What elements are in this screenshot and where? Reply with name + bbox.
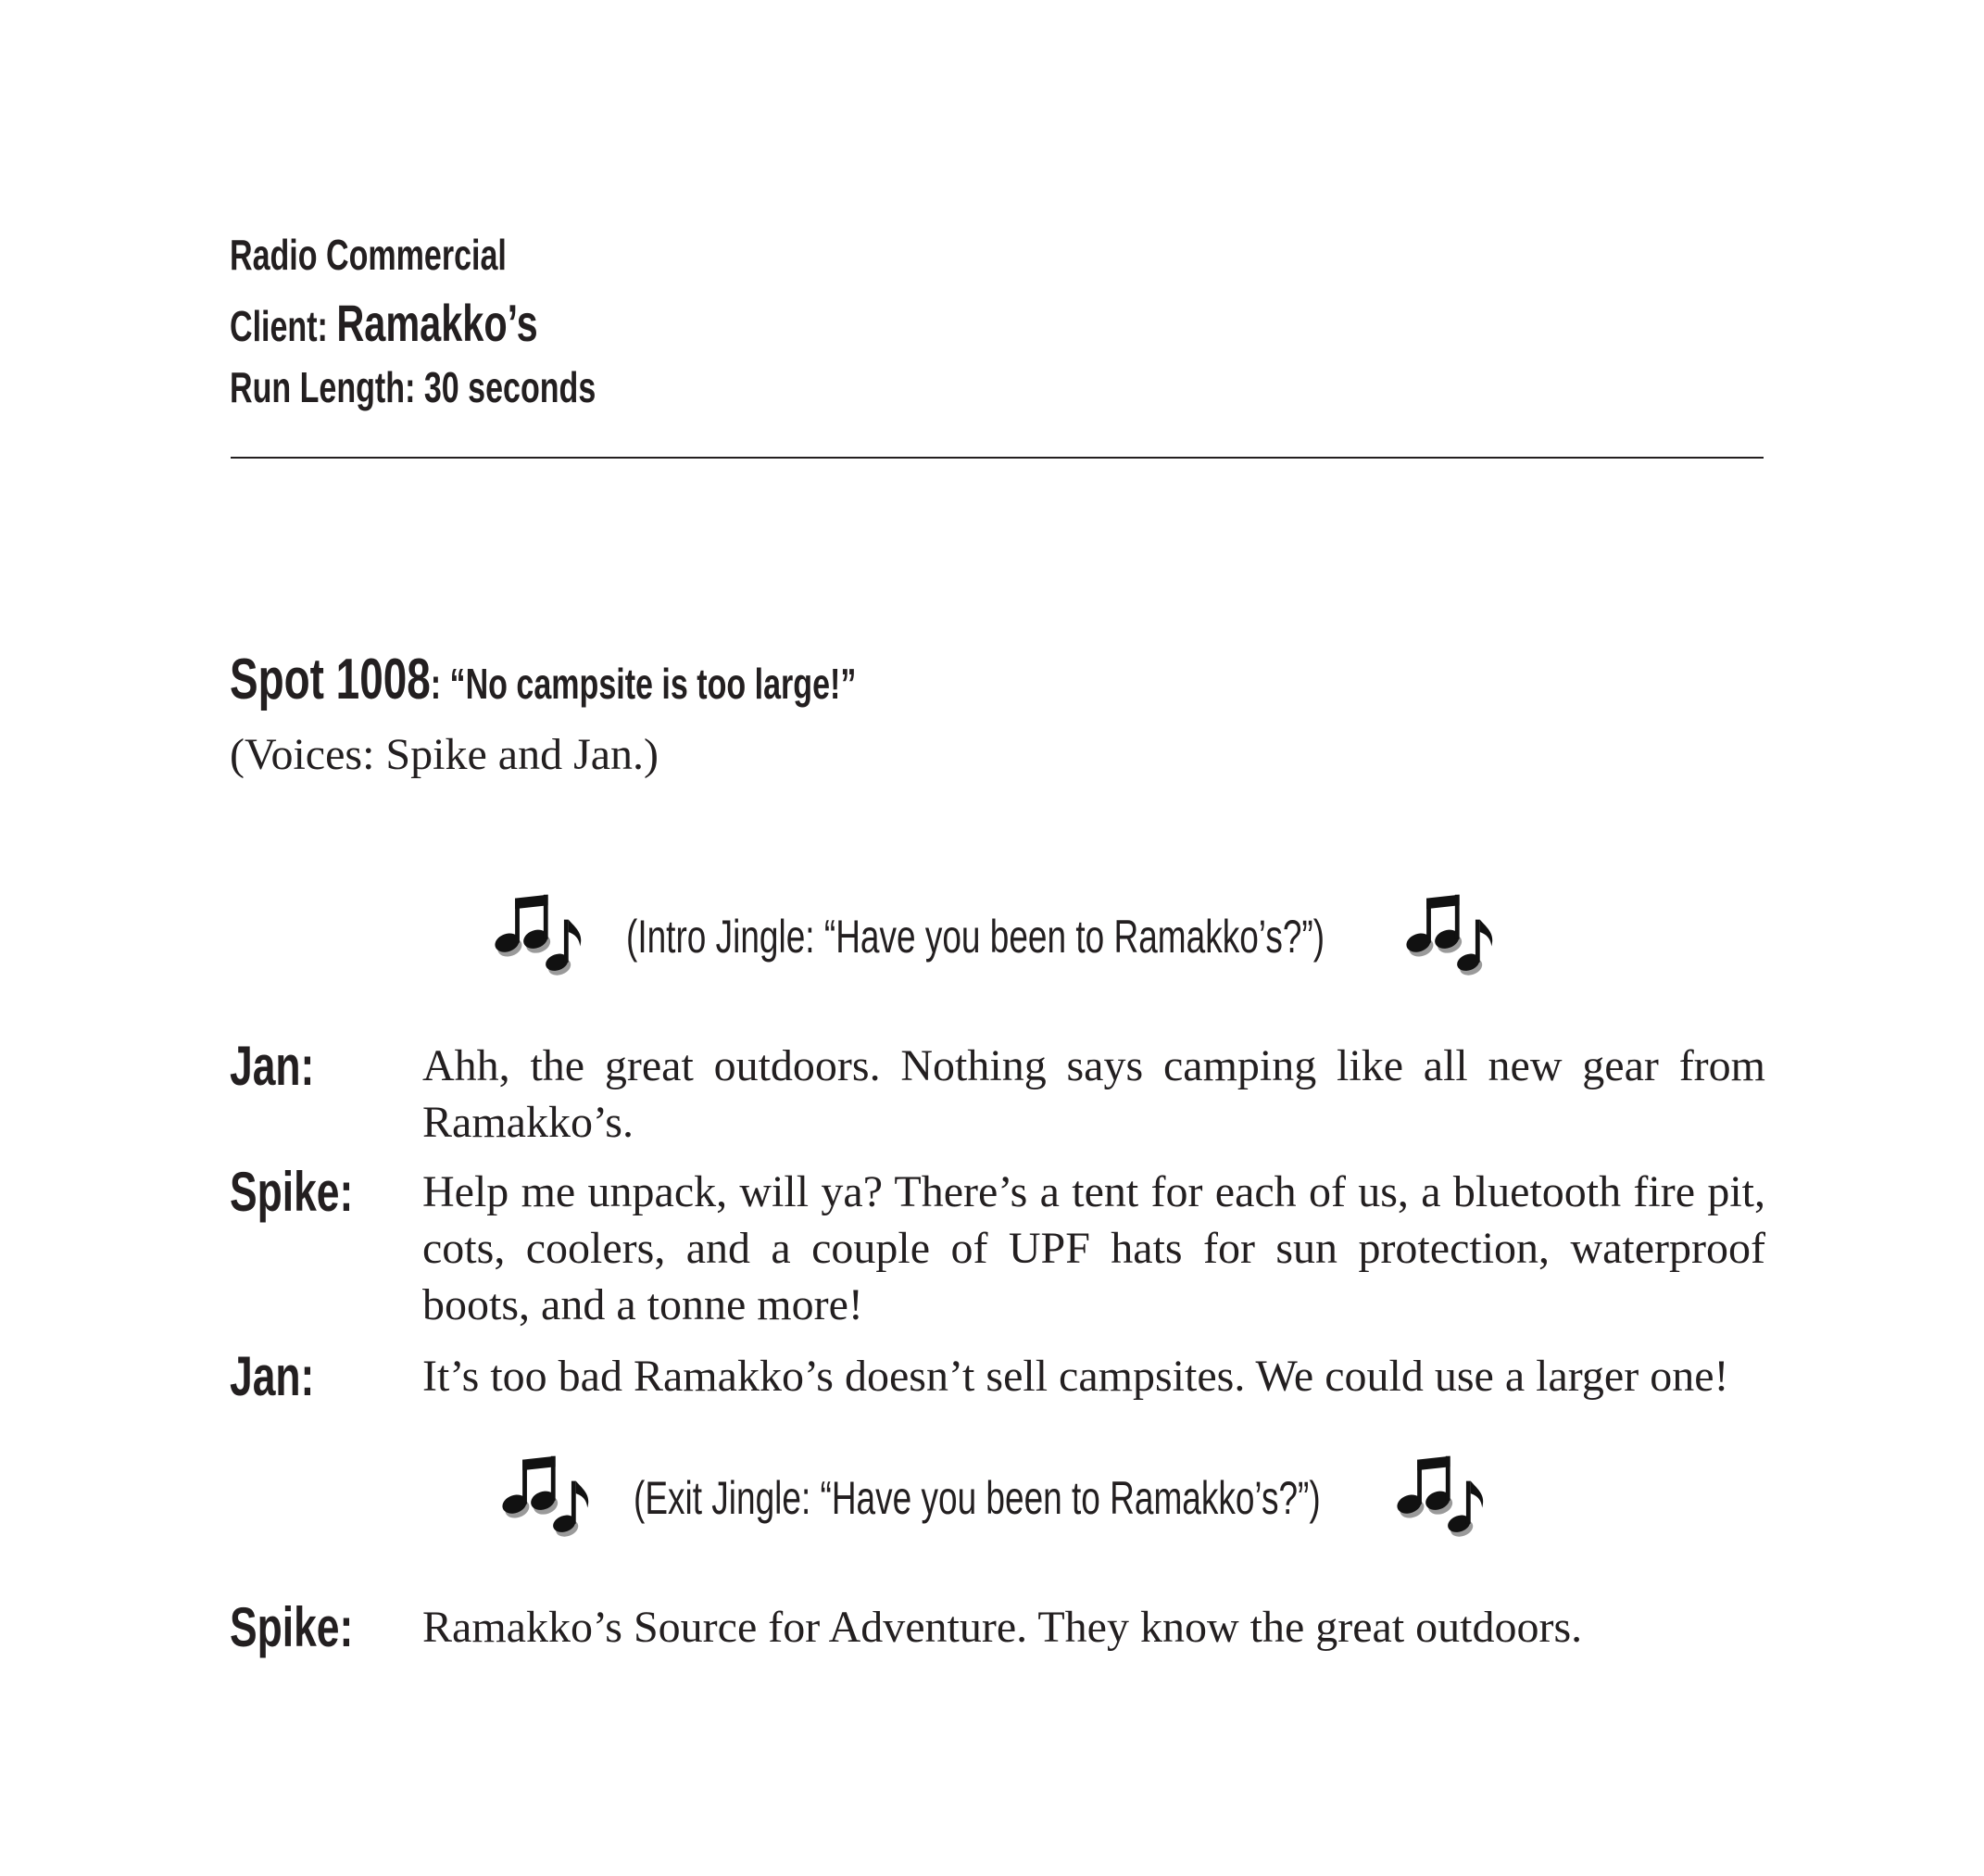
dialogue-line: Ramakko’s Source for Adventure. They know the great outdoors. (422, 1603, 1583, 1652)
client-name: Ramakko’s (336, 294, 538, 352)
client-line (230, 293, 538, 353)
dialogue-line: It’s too bad Ramakko’s doesn’t sell campsites. We could use a larger one! (422, 1352, 1729, 1401)
dialogue-line: Help me unpack, will ya? There’s a tent for each of us, a bluetooth fire pit, cots, coolers, and a couple of UPF hats for sun protection, waterproof boots, and a tonne more! (422, 1167, 1765, 1329)
intro-jingle (489, 889, 1508, 982)
spot-tagline: : “No campsite is too large!” (430, 660, 857, 708)
header-divider (231, 457, 1764, 459)
music-notes-icon (1400, 889, 1502, 978)
spot-title (230, 647, 856, 712)
exit-jingle (496, 1451, 1515, 1543)
script-type-label: Radio Commercial (230, 231, 507, 279)
run-length: Run Length: 30 seconds (230, 363, 596, 411)
music-notes-icon (1391, 1451, 1493, 1540)
speaker-label: Spike: (230, 1161, 354, 1223)
spot-id: Spot 1008 (230, 648, 431, 711)
exit-jingle-text: (Exit Jingle: “Have you been to Ramakko’s?”) (634, 1472, 1321, 1524)
client-prefix: Client: (230, 302, 328, 350)
speaker-label: Jan: (230, 1345, 315, 1407)
voices-note: (Voices: Spike and Jan.) (230, 730, 659, 779)
intro-jingle-text: (Intro Jingle: “Have you been to Ramakko’s?”) (626, 911, 1325, 963)
speaker-label: Spike: (230, 1596, 354, 1658)
music-notes-icon (496, 1451, 598, 1540)
music-notes-icon (489, 889, 591, 978)
dialogue-line: Ahh, the great outdoors. Nothing says camping like all new gear from Ramakko’s. (422, 1041, 1765, 1147)
speaker-label: Jan: (230, 1035, 315, 1097)
